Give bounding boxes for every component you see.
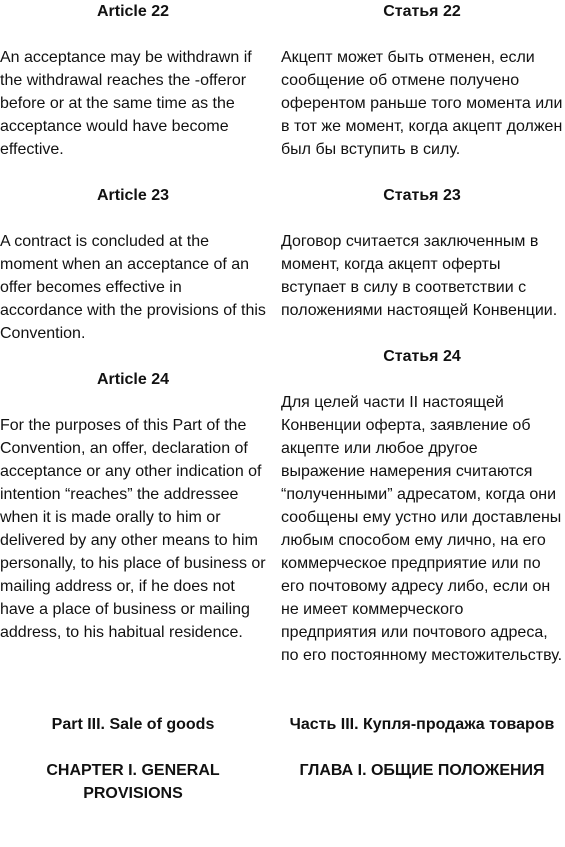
- article-23-heading-en: Article 23: [96, 187, 170, 204]
- article-22-text-en: An acceptance may be withdrawn if the withdrawal reaches the -offeror before or at the same time as the acceptance would have become effective.: [0, 49, 252, 158]
- part-heading-ru: Часть III. Купля-продажа товаров: [289, 716, 555, 733]
- russian-column: [281, 0, 563, 782]
- english-column: [0, 0, 266, 805]
- article-23-text-en: A contract is concluded at the moment when an acceptance of an offer becomes effective in accordance with the provisions of this Convention.: [0, 233, 266, 342]
- article-24-text-en: For the purposes of this Part of the Convention, an offer, declaration of acceptance or any other indication of intention “reaches” the addressee when it is made orally to him or delivered by any other means to him personally, to his place of business or mailing address or, if he does not have a place of business or mailing address, to his habitual residence.: [0, 417, 266, 641]
- article-24-heading-ru: Статья 24: [383, 348, 461, 365]
- article-24-heading-en: Article 24: [96, 371, 170, 388]
- chapter-heading-ru: ГЛАВА I. ОБЩИЕ ПОЛОЖЕНИЯ: [299, 762, 545, 779]
- article-23-text-ru: Договор считается заключенным в момент, когда акцепт оферты вступает в силу в соответствии с положениями настоящей Конвенции.: [281, 233, 558, 319]
- article-22-heading-en: Article 22: [96, 3, 170, 20]
- article-22-heading-ru: Статья 22: [383, 3, 461, 20]
- chapter-heading-en: CHAPTER I. GENERAL PROVISIONS: [46, 762, 220, 802]
- article-24-text-ru: Для целей части II настоящей Конвенции оферта, заявление об акцепте или любое другое выражение намерения считаются “полученными” адресатом, когда они сообщены ему устно или доставлены любым способом ему лично, на его коммерческое предприятие или по его почтовому адресу либо, если он не имеет коммерческого предприятия или почтового адреса, по его постоянному местожительству.: [281, 394, 563, 664]
- article-22-text-ru: Акцепт может быть отменен, если сообщение об отмене получено оферентом раньше того момента или в тот же момент, когда акцепт должен был бы вступить в силу.: [281, 49, 563, 158]
- article-23-heading-ru: Статья 23: [383, 187, 461, 204]
- part-heading-en: Part III. Sale of goods: [51, 716, 215, 733]
